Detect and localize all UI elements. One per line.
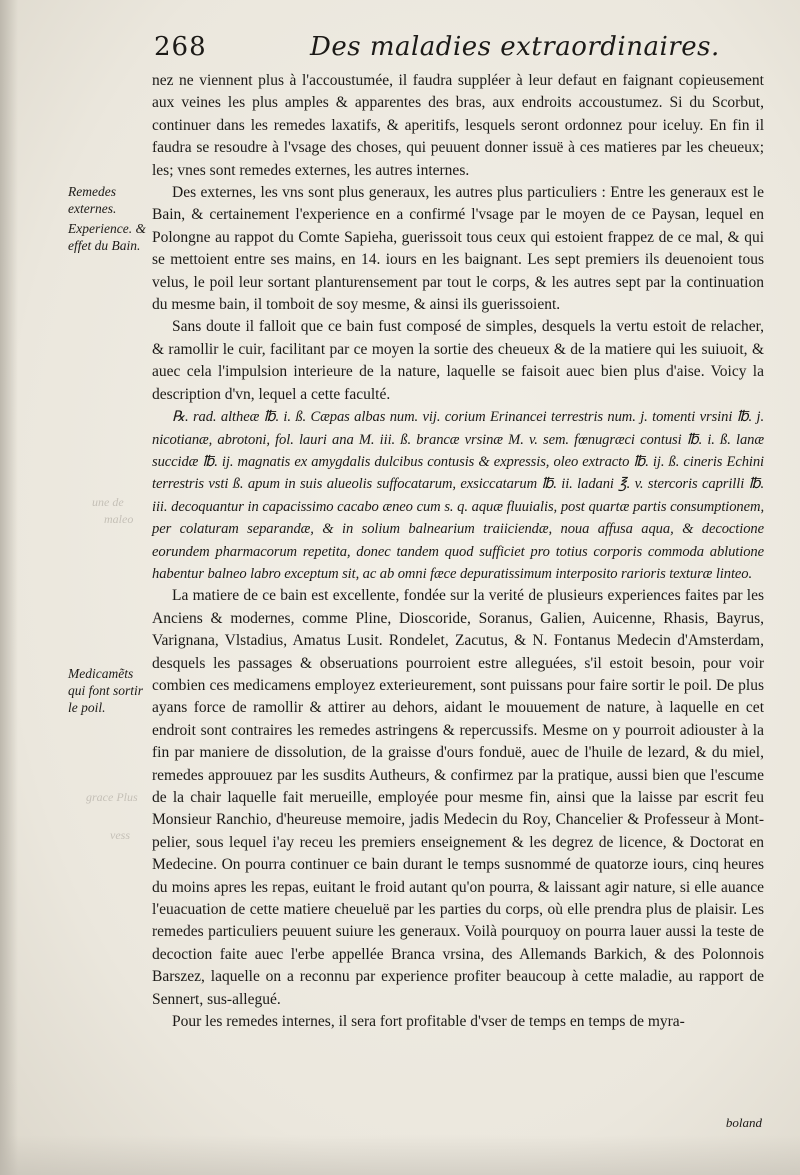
bleed-through-text: grace Plus <box>86 790 138 804</box>
paragraph-2: Des externes, les vns sont plus generaux, les autres plus particuliers : Entre les generaux est le Bain, & certainement l'experience en a confirmé l'vsage par le moyen de ce Paysan, lequel en Polongne au rappot du Comte Sapieha, guerissoit tous ceux qui estoient frappez de ce mal, & qui se mettoient entre ses mains, en 14. iours en les baignant. Les sept premiers ils deuenoient tous velus, le poil leur sortant planturensement par tout le corps, & les autres sept par la continuation du mesme bain, il tomboit de soy mesme, & ainsi ils guerissoient. <box>152 184 764 314</box>
margin-note-experience: Experience. & effet du Bain. <box>68 221 146 253</box>
body-text <box>152 70 764 1033</box>
paragraph-3: Sans doute il falloit que ce bain fust composé de simples, desquels la vertu estoit de relacher, & ramollir le cuir, facilitant par ce moyen la sortie des cheueux & de la matiere qui les suiuoit, & auec cela l'impulsion interieure de la nature, laquelle se faisoit auec bien plus d'aise. Voicy la description d'vn, lequel a cette faculté. <box>152 318 764 403</box>
page-number: 268 <box>154 32 207 62</box>
paragraph-5: La matiere de ce bain est excellente, fondée sur la verité de plusieurs experiences faites par les Anciens & modernes, comme Pline, Dioscoride, Soranus, Galien, Auicenne, Rhasis, Bayrus, Varignana, Vlstadius, Amatus Lusit. Rondelet, Zacutus, & N. Fontanus Medecin d'Amsterdam, desquels les passages & obseruations pourroient estre alleguées, s'il estoit besoin, pour voir combien ces medicamens employez exterieurement, sont puissans pour faire sortir le poil. De plus ayans force de ramollir & attirer au dehors, aidant le mouuement de nature, à laquelle en cet endroit sont contraires les remedes astringens & repercussifs. Mesme on y pourroit adiouster à la fin par maniere de dissolution, de la graisse d'ours fonduë, auec de l'huile de lezard, & du miel, remedes approuuez par les susdits Autheurs, & confirmez par la pratique, aussi bien que l'escume de la chair laquelle fait merueille, employée pour mesme fin, ainsi que la laisse par escrit feu Monsieur Ranchio, d'heureuse memoire, jadis Medecin du Roy, Chancelier & Professeur à Mont-pelier, sous lequel i'ay receu les premiers enseignement & les degrez de licence, & Doctorat en Medecine. On pourra continuer ce bain durant le temps susnommé de quatorze iours, cinq heures du moins apres les repas, euitant le froid autant qu'on pourra, & laissant agir nature, si elle auance l'euacuation de cette matiere cheueluë par les parties du corps, où elle prendra plus de plaisir. Les remedes particuliers peuuent suiure les generaux. Voilà pourquoy on pourra lauer aussi la teste de decoction faite auec l'erbe appellée Branca vrsina, des Allemands Barkich, & des Polonnois Barszez, laquelle on a reconnu par experience profiter beaucoup à cette maladie, au rapport de Sennert, sus-allegué. <box>152 587 764 1008</box>
running-title: Des maladies extraordinaires. <box>310 32 720 62</box>
binding-gutter <box>0 0 18 1175</box>
paragraph-1: nez ne viennent plus à l'accoustumée, il faudra suppléer à leur defaut en faignant copieusement aux veines les plus amples & apparentes des bras, aux endroits accoustumez. Si du Scorbut, continuer dans les remedes laxatifs, & aperitifs, lesquels seront ordonnez pour iceluy. En fin il faudra se resoudre à l'vsage des choses, qui peuuent donner issuë à ces matieres par les cheueux; les; vnes sont remedes externes, les autres internes. <box>152 72 764 179</box>
bleed-through-text: vess <box>110 828 130 842</box>
paragraph-6: Pour les remedes internes, il sera fort profitable d'vser de temps en temps de myra- <box>172 1013 685 1031</box>
bleed-through-text: une de <box>92 495 124 509</box>
page-shadow <box>0 1135 800 1175</box>
page-header <box>150 30 790 70</box>
catchword: boland <box>725 1115 762 1130</box>
bleed-through-text: maleo <box>104 512 134 526</box>
margin-note-medicaments: Medicamẽts qui font sortir le poil. <box>68 666 144 715</box>
recipe-paragraph: ℞. rad. altheæ ℔. i. ß. Cæpas albas num. vij. corium Erinancei terrestris num. j. tomenti vrsini ℔. j. nicotianæ, abrotoni, fol. lauri ana M. iii. ß. brancæ vrsinæ M. v. sem. fœnugræci contusi ℔. i. ß. lanæ succidæ ℔. ij. magnatis ex amygdalis dulcibus contusis & expressis, oleo extracto ℔. ij. ß. cineris Echini terrestris vsti ß. apum in suis alueolis suffocatarum, exsiccatarum ℔. ii. ladani ℥. v. stercoris caprilli ℔. iii. decoquantur in capacissimo cacabo æneo cum s. q. aquæ fluuialis, post quartæ partis consumptionem, per colaturam separandæ, & in solium balnearium traiiciendæ, noua affusa aqua, & decoctione eorundem pharmacorum repetita, donec tandem quod sufficiet pro totius corporis commoda ablutione habentur balneo labro exceptum sit, ac ab omni fæce depuratissimum interposito rarioris texturæ linteo. <box>152 409 764 582</box>
margin-note-remedes: Remedes externes. <box>68 184 117 216</box>
